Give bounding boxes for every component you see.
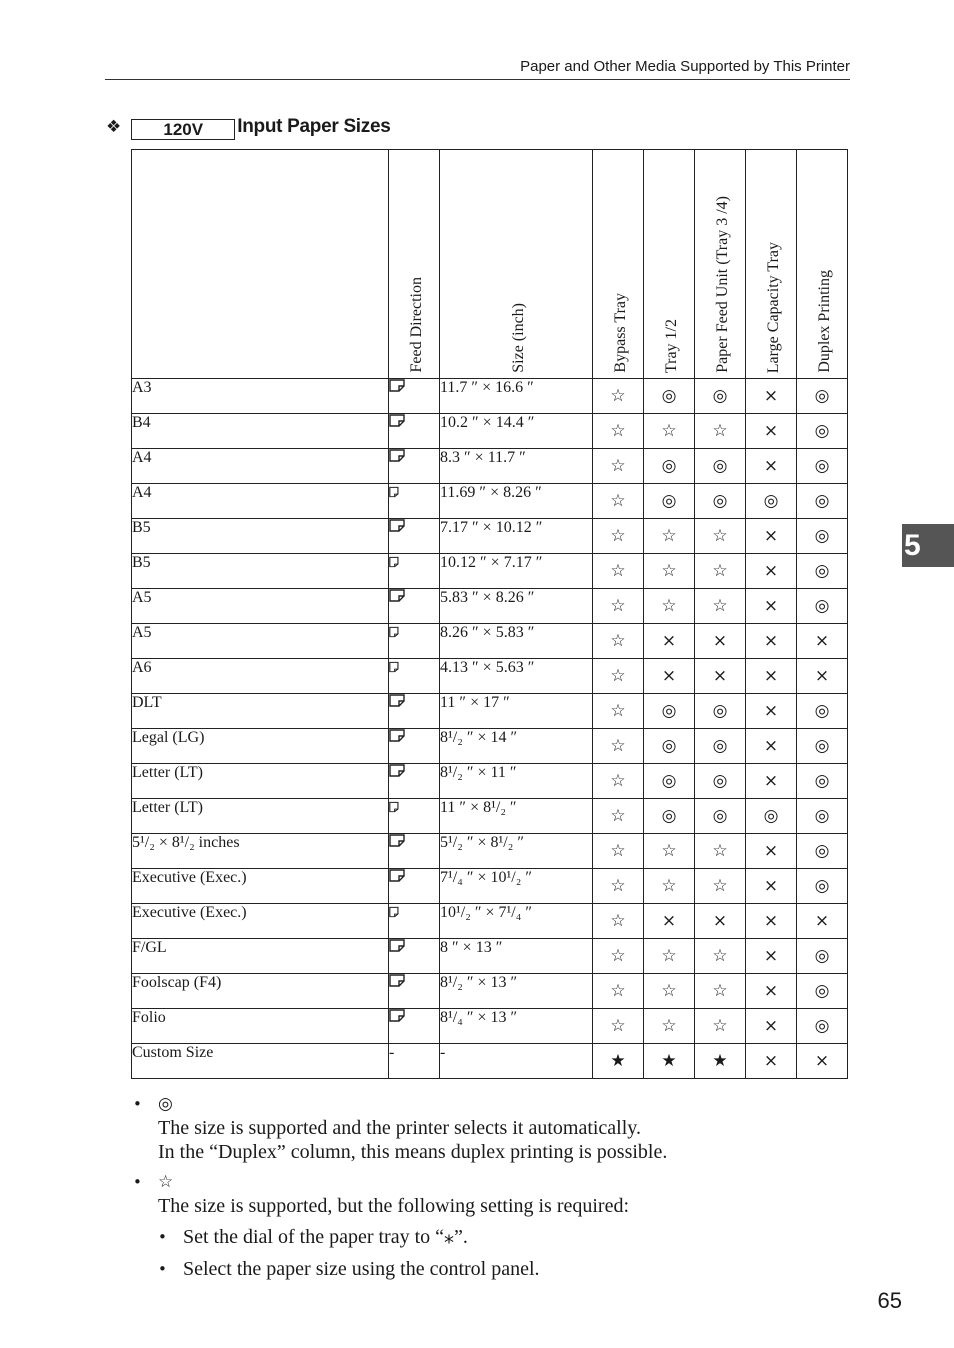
size-cell: 5.83 ″ × 8.26 ″ xyxy=(440,589,593,624)
bypass-tray-support-cell: ☆ xyxy=(593,904,644,939)
column-header-tray-1-2: Tray 1/2 xyxy=(644,150,695,379)
duplex-printing-support-cell: × xyxy=(797,659,848,694)
column-header-paper-feed-unit: Paper Feed Unit (Tray 3 /4) xyxy=(695,150,746,379)
large-capacity-tray-support-cell: × xyxy=(746,624,797,659)
feed-direction-cell xyxy=(389,834,440,869)
tray-1-2-support-cell: ☆ xyxy=(644,869,695,904)
duplex-printing-support-cell: ◎ xyxy=(797,869,848,904)
feed-direction-cell xyxy=(389,659,440,694)
paper-name-cell: A5 xyxy=(132,589,389,624)
paper-name-cell: A4 xyxy=(132,449,389,484)
portrait-feed-icon xyxy=(389,662,402,679)
paper-name-cell: 5¹/₂ × 8¹/₂ inches xyxy=(132,834,389,869)
duplex-printing-support-cell: ◎ xyxy=(797,834,848,869)
paper-feed-unit-support-cell: ☆ xyxy=(695,974,746,1009)
landscape-feed-icon xyxy=(389,589,405,606)
table-row xyxy=(132,729,848,764)
bypass-tray-support-cell: ☆ xyxy=(593,449,644,484)
large-capacity-tray-support-cell: × xyxy=(746,974,797,1009)
size-cell: 10¹/₂ ″ × 7¹/₄ ″ xyxy=(440,904,593,939)
size-cell: 5¹/₂ ″ × 8¹/₂ ″ xyxy=(440,834,593,869)
large-capacity-tray-support-cell: × xyxy=(746,554,797,589)
size-cell: 8.26 ″ × 5.83 ″ xyxy=(440,624,593,659)
size-cell: 10.12 ″ × 7.17 ″ xyxy=(440,554,593,589)
landscape-feed-icon xyxy=(389,764,405,781)
bullet-icon: • xyxy=(133,1095,142,1113)
large-capacity-tray-support-cell: × xyxy=(746,414,797,449)
large-capacity-tray-support-cell: ◎ xyxy=(746,799,797,834)
large-capacity-tray-support-cell: × xyxy=(746,694,797,729)
large-capacity-tray-support-cell: × xyxy=(746,1009,797,1044)
paper-feed-unit-support-cell: ☆ xyxy=(695,834,746,869)
star-outline-icon: ☆ xyxy=(158,1172,174,1192)
paper-name-cell: Executive (Exec.) xyxy=(132,869,389,904)
size-cell: 7¹/₄ ″ × 10¹/₂ ″ xyxy=(440,869,593,904)
legend-item-setting-required xyxy=(131,1170,851,1281)
duplex-printing-support-cell: ◎ xyxy=(797,729,848,764)
feed-direction-cell xyxy=(389,519,440,554)
table-row xyxy=(132,799,848,834)
paper-feed-unit-support-cell: ☆ xyxy=(695,869,746,904)
legend-sub-list xyxy=(158,1225,851,1281)
bypass-tray-support-cell: ☆ xyxy=(593,764,644,799)
size-cell: 8.3 ″ × 11.7 ″ xyxy=(440,449,593,484)
size-cell: 10.2 ″ × 14.4 ″ xyxy=(440,414,593,449)
landscape-feed-icon xyxy=(389,1009,405,1026)
duplex-printing-support-cell: × xyxy=(797,904,848,939)
landscape-feed-icon xyxy=(389,414,405,431)
bullet-icon: • xyxy=(158,1260,167,1278)
paper-feed-unit-support-cell: ◎ xyxy=(695,729,746,764)
tray-1-2-support-cell: ◎ xyxy=(644,449,695,484)
page-number: 65 xyxy=(877,1288,902,1313)
feed-direction-cell xyxy=(389,694,440,729)
tray-1-2-support-cell: ◎ xyxy=(644,799,695,834)
table-row xyxy=(132,379,848,414)
landscape-feed-icon xyxy=(389,939,405,956)
feed-direction-cell xyxy=(389,729,440,764)
bypass-tray-support-cell: ☆ xyxy=(593,414,644,449)
bypass-tray-support-cell: ☆ xyxy=(593,939,644,974)
column-header-bypass-tray: Bypass Tray xyxy=(593,150,644,379)
tray-1-2-support-cell: ◎ xyxy=(644,379,695,414)
paper-name-cell: Executive (Exec.) xyxy=(132,904,389,939)
column-header-feed-direction: Feed Direction xyxy=(389,150,440,379)
size-cell: 11 ″ × 17 ″ xyxy=(440,694,593,729)
paper-name-cell: A3 xyxy=(132,379,389,414)
legend-text: The size is supported, but the following setting is required: xyxy=(158,1195,630,1217)
duplex-printing-support-cell: ◎ xyxy=(797,974,848,1009)
tray-1-2-support-cell: × xyxy=(644,624,695,659)
double-circle-icon: ◎ xyxy=(158,1094,173,1114)
table-row xyxy=(132,449,848,484)
header-rule xyxy=(105,79,850,80)
large-capacity-tray-support-cell: × xyxy=(746,834,797,869)
bypass-tray-support-cell: ☆ xyxy=(593,974,644,1009)
feed-direction-cell xyxy=(389,449,440,484)
feed-direction-cell xyxy=(389,379,440,414)
bypass-tray-support-cell: ☆ xyxy=(593,379,644,414)
duplex-printing-support-cell: ◎ xyxy=(797,484,848,519)
bypass-tray-support-cell: ☆ xyxy=(593,729,644,764)
size-cell: 4.13 ″ × 5.63 ″ xyxy=(440,659,593,694)
table-row xyxy=(132,484,848,519)
paper-feed-unit-support-cell: ☆ xyxy=(695,414,746,449)
feed-direction-cell xyxy=(389,939,440,974)
paper-name-cell: B5 xyxy=(132,519,389,554)
tray-1-2-support-cell: ◎ xyxy=(644,694,695,729)
landscape-feed-icon xyxy=(389,834,405,851)
landscape-feed-icon xyxy=(389,694,405,711)
feed-direction-cell xyxy=(389,974,440,1009)
table-row xyxy=(132,974,848,1009)
duplex-printing-support-cell: ◎ xyxy=(797,379,848,414)
large-capacity-tray-support-cell: × xyxy=(746,589,797,624)
portrait-feed-icon xyxy=(389,557,402,574)
table-row xyxy=(132,519,848,554)
paper-name-cell: Custom Size xyxy=(132,1044,389,1079)
section-bullet-icon: ❖ xyxy=(106,116,122,137)
paper-feed-unit-support-cell: ◎ xyxy=(695,484,746,519)
paper-feed-unit-support-cell: ◎ xyxy=(695,379,746,414)
tray-1-2-support-cell: × xyxy=(644,904,695,939)
table-row xyxy=(132,904,848,939)
landscape-feed-icon xyxy=(389,869,405,886)
tray-1-2-support-cell: ☆ xyxy=(644,834,695,869)
paper-name-cell: Folio xyxy=(132,1009,389,1044)
bypass-tray-support-cell: ☆ xyxy=(593,869,644,904)
large-capacity-tray-support-cell: × xyxy=(746,379,797,414)
duplex-printing-support-cell: ◎ xyxy=(797,1009,848,1044)
tray-1-2-support-cell: ☆ xyxy=(644,589,695,624)
bypass-tray-support-cell: ☆ xyxy=(593,589,644,624)
paper-feed-unit-support-cell: ☆ xyxy=(695,554,746,589)
section-heading xyxy=(106,113,391,140)
column-header-duplex-printing: Duplex Printing xyxy=(797,150,848,379)
duplex-printing-support-cell: × xyxy=(797,624,848,659)
bypass-tray-support-cell: ☆ xyxy=(593,554,644,589)
tray-1-2-support-cell: × xyxy=(644,659,695,694)
duplex-printing-support-cell: × xyxy=(797,1044,848,1079)
legend-item-auto xyxy=(131,1092,851,1164)
voltage-badge: 120V xyxy=(131,119,235,140)
size-cell: 11 ″ × 8¹/₂ ″ xyxy=(440,799,593,834)
bullet-icon: • xyxy=(158,1228,167,1246)
paper-name-cell: Legal (LG) xyxy=(132,729,389,764)
size-cell: 8¹/₂ ″ × 13 ″ xyxy=(440,974,593,1009)
legend-sub-item xyxy=(158,1225,851,1249)
tray-1-2-support-cell: ☆ xyxy=(644,519,695,554)
feed-direction-cell xyxy=(389,799,440,834)
feed-direction-cell: - xyxy=(389,1044,440,1079)
size-cell: 7.17 ″ × 10.12 ″ xyxy=(440,519,593,554)
feed-direction-cell xyxy=(389,869,440,904)
feed-direction-cell xyxy=(389,764,440,799)
feed-direction-cell xyxy=(389,554,440,589)
large-capacity-tray-support-cell: × xyxy=(746,519,797,554)
large-capacity-tray-support-cell: × xyxy=(746,904,797,939)
table-row xyxy=(132,554,848,589)
bullet-icon: • xyxy=(133,1173,142,1191)
table-row xyxy=(132,939,848,974)
duplex-printing-support-cell: ◎ xyxy=(797,939,848,974)
paper-feed-unit-support-cell: ☆ xyxy=(695,519,746,554)
tray-1-2-support-cell: ★ xyxy=(644,1044,695,1079)
large-capacity-tray-support-cell: ◎ xyxy=(746,484,797,519)
paper-name-cell: A4 xyxy=(132,484,389,519)
bypass-tray-support-cell: ★ xyxy=(593,1044,644,1079)
tray-1-2-support-cell: ☆ xyxy=(644,974,695,1009)
large-capacity-tray-support-cell: × xyxy=(746,764,797,799)
size-cell: 8¹/₄ ″ × 13 ″ xyxy=(440,1009,593,1044)
size-cell: - xyxy=(440,1044,593,1079)
large-capacity-tray-support-cell: × xyxy=(746,869,797,904)
section-title: Input Paper Sizes xyxy=(237,115,391,137)
feed-direction-cell xyxy=(389,1009,440,1044)
feed-direction-cell xyxy=(389,589,440,624)
paper-name-cell: A5 xyxy=(132,624,389,659)
legend-sub-text: Select the paper size using the control panel. xyxy=(183,1258,540,1280)
legend-text: In the “Duplex” column, this means duplex printing is possible. xyxy=(158,1141,668,1163)
bypass-tray-support-cell: ☆ xyxy=(593,519,644,554)
paper-feed-unit-support-cell: ◎ xyxy=(695,449,746,484)
large-capacity-tray-support-cell: × xyxy=(746,939,797,974)
bypass-tray-support-cell: ☆ xyxy=(593,799,644,834)
paper-size-table xyxy=(131,149,848,1079)
size-cell: 11.69 ″ × 8.26 ″ xyxy=(440,484,593,519)
paper-feed-unit-support-cell: × xyxy=(695,904,746,939)
tray-1-2-support-cell: ◎ xyxy=(644,764,695,799)
duplex-printing-support-cell: ◎ xyxy=(797,799,848,834)
legend-sub-item xyxy=(158,1257,851,1281)
landscape-feed-icon xyxy=(389,519,405,536)
column-header-large-capacity-tray: Large Capacity Tray xyxy=(746,150,797,379)
chapter-tab: 5 xyxy=(902,524,954,567)
table-row xyxy=(132,624,848,659)
table-row xyxy=(132,659,848,694)
feed-direction-cell xyxy=(389,414,440,449)
legend xyxy=(131,1092,851,1289)
bypass-tray-support-cell: ☆ xyxy=(593,834,644,869)
column-header-size: Size (inch) xyxy=(440,150,593,379)
portrait-feed-icon xyxy=(389,487,402,504)
large-capacity-tray-support-cell: × xyxy=(746,449,797,484)
paper-feed-unit-support-cell: ◎ xyxy=(695,694,746,729)
bypass-tray-support-cell: ☆ xyxy=(593,624,644,659)
size-cell: 8 ″ × 13 ″ xyxy=(440,939,593,974)
portrait-feed-icon xyxy=(389,907,402,924)
duplex-printing-support-cell: ◎ xyxy=(797,414,848,449)
paper-name-cell: Foolscap (F4) xyxy=(132,974,389,1009)
table-row xyxy=(132,1009,848,1044)
table-header-row xyxy=(132,150,848,379)
duplex-printing-support-cell: ◎ xyxy=(797,449,848,484)
tray-1-2-support-cell: ◎ xyxy=(644,729,695,764)
tray-1-2-support-cell: ◎ xyxy=(644,484,695,519)
size-cell: 11.7 ″ × 16.6 ″ xyxy=(440,379,593,414)
paper-name-cell: B4 xyxy=(132,414,389,449)
table-row xyxy=(132,414,848,449)
table-row xyxy=(132,694,848,729)
paper-name-cell: Letter (LT) xyxy=(132,764,389,799)
landscape-feed-icon xyxy=(389,449,405,466)
large-capacity-tray-support-cell: × xyxy=(746,729,797,764)
paper-name-cell: DLT xyxy=(132,694,389,729)
paper-feed-unit-support-cell: ★ xyxy=(695,1044,746,1079)
feed-direction-cell xyxy=(389,904,440,939)
feed-direction-cell xyxy=(389,624,440,659)
paper-feed-unit-support-cell: ◎ xyxy=(695,799,746,834)
paper-feed-unit-support-cell: × xyxy=(695,659,746,694)
tray-1-2-support-cell: ☆ xyxy=(644,1009,695,1044)
column-header-paper xyxy=(132,150,389,379)
legend-text: The size is supported and the printer selects it automatically. xyxy=(158,1117,641,1139)
landscape-feed-icon xyxy=(389,379,405,396)
paper-feed-unit-support-cell: ☆ xyxy=(695,589,746,624)
duplex-printing-support-cell: ◎ xyxy=(797,554,848,589)
bypass-tray-support-cell: ☆ xyxy=(593,659,644,694)
paper-feed-unit-support-cell: ◎ xyxy=(695,764,746,799)
legend-sub-text: Set the dial of the paper tray to “⁎”. xyxy=(183,1226,468,1248)
tray-1-2-support-cell: ☆ xyxy=(644,554,695,589)
table-row xyxy=(132,869,848,904)
feed-direction-cell xyxy=(389,484,440,519)
running-header: Paper and Other Media Supported by This Printer xyxy=(520,58,850,75)
portrait-feed-icon xyxy=(389,802,402,819)
paper-name-cell: Letter (LT) xyxy=(132,799,389,834)
table-row xyxy=(132,764,848,799)
table-row xyxy=(132,834,848,869)
bypass-tray-support-cell: ☆ xyxy=(593,1009,644,1044)
duplex-printing-support-cell: ◎ xyxy=(797,519,848,554)
paper-name-cell: A6 xyxy=(132,659,389,694)
table-row xyxy=(132,1044,848,1079)
bypass-tray-support-cell: ☆ xyxy=(593,694,644,729)
tray-1-2-support-cell: ☆ xyxy=(644,414,695,449)
bypass-tray-support-cell: ☆ xyxy=(593,484,644,519)
paper-name-cell: F/GL xyxy=(132,939,389,974)
size-cell: 8¹/₂ ″ × 14 ″ xyxy=(440,729,593,764)
paper-feed-unit-support-cell: ☆ xyxy=(695,939,746,974)
duplex-printing-support-cell: ◎ xyxy=(797,764,848,799)
paper-feed-unit-support-cell: ☆ xyxy=(695,1009,746,1044)
duplex-printing-support-cell: ◎ xyxy=(797,694,848,729)
large-capacity-tray-support-cell: × xyxy=(746,1044,797,1079)
landscape-feed-icon xyxy=(389,974,405,991)
table-row xyxy=(132,589,848,624)
portrait-feed-icon xyxy=(389,627,402,644)
tray-1-2-support-cell: ☆ xyxy=(644,939,695,974)
paper-name-cell: B5 xyxy=(132,554,389,589)
size-cell: 8¹/₂ ″ × 11 ″ xyxy=(440,764,593,799)
paper-feed-unit-support-cell: × xyxy=(695,624,746,659)
duplex-printing-support-cell: ◎ xyxy=(797,589,848,624)
landscape-feed-icon xyxy=(389,729,405,746)
large-capacity-tray-support-cell: × xyxy=(746,659,797,694)
